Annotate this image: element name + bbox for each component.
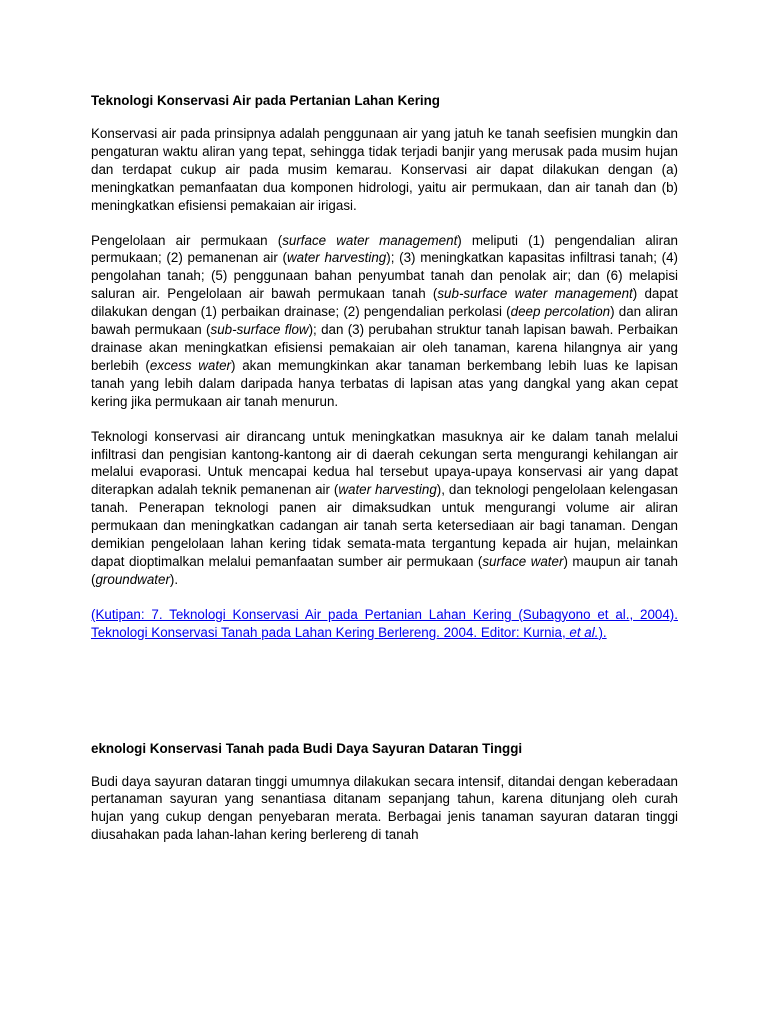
- blank-spacer: [91, 642, 678, 740]
- paragraph-highland-vegetables-intro: Budi daya sayuran dataran tinggi umumnya dilakukan secara intensif, ditandai dengan keberadaan pertanaman sayuran yang senantiasa ditanam sepanjang tahun, karena ditunjang oleh curah hujan yang cukup dengan penyebaran merata. Berbagai jenis tanaman sayuran dataran tinggi diusahakan pada lahan-lahan kering berlereng di tanah: [91, 773, 678, 843]
- citation-link[interactable]: (Kutipan: 7. Teknologi Konservasi Air pada Pertanian Lahan Kering (Subagyono et al., 2004). Teknologi Konservasi Tanah pada Lahan Kering Berlereng. 2004. Editor: Kurnia, et al.).: [91, 606, 678, 640]
- paragraph-water-conservation-intro: Konservasi air pada prinsipnya adalah penggunaan air yang jatuh ke tanah seefisien mungkin dan pengaturan waktu aliran yang tepat, sehingga tidak terjadi banjir yang merusak pada musim hujan dan terdapat cukup air pada musim kemarau. Konservasi air dapat dilakukan dengan (a) meningkatkan pemanfaatan dua komponen hidrologi, yaitu air permukaan, dan air tanah dan (b) meningkatkan efisiensi pemakaian air irigasi.: [91, 126, 678, 213]
- document-page: [91, 92, 678, 861]
- citation-link-paragraph[interactable]: [91, 606, 678, 642]
- section-heading-water-conservation: Teknologi Konservasi Air pada Pertanian Lahan Kering: [91, 93, 440, 108]
- paragraph-surface-water-management: Pengelolaan air permukaan (surface water management) meliputi (1) pengendalian aliran permukaan; (2) pemanenan air (water harvesting); (3) meningkatkan kapasitas infiltrasi tanah; (4) pengolahan tanah; (5) penggunaan bahan penyumbat tanah dan penolak air; dan (6) melapisi saluran air. Pengelolaan air bawah permukaan tanah (sub-surface water management) dapat dilakukan dengan (1) perbaikan drainase; (2) pengendalian perkolasi (deep percolation) dan aliran bawah permukaan (sub-surface flow); dan (3) perubahan struktur tanah lapisan bawah. Perbaikan drainase akan meningkatkan efisiensi pemakaian air oleh tanaman, karena hilangnya air yang berlebih (excess water) akan memungkinkan akar tanaman berkembang lebih luas ke lapisan tanah yang lebih dalam daripada hanya terbatas di lapisan atas yang dangkal yang akan cepat kering jika permukaan air tanah menurun.: [91, 232, 678, 409]
- paragraph-water-conservation-technology: Teknologi konservasi air dirancang untuk meningkatkan masuknya air ke dalam tanah melalui infiltrasi dan pengisian kantong-kantong air di daerah cekungan serta mengurangi kehilangan air melalui evaporasi. Untuk mencapai kedua hal tersebut upaya-upaya konservasi air yang dapat diterapkan adalah teknik pemanenan air (water harvesting), dan teknologi pengelolaan kelengasan tanah. Penerapan teknologi panen air dimaksudkan untuk mengurangi volume air aliran permukaan dan meningkatkan cadangan air tanah serta ketersediaan air bagi tanaman. Dengan demikian pengelolaan lahan kering tidak semata-mata tergantung kepada air hujan, melainkan dapat dioptimalkan melalui pemanfaatan sumber air permukaan (surface water) maupun air tanah (groundwater).: [91, 428, 679, 587]
- section-heading-highland-vegetables: eknologi Konservasi Tanah pada Budi Daya Sayuran Dataran Tinggi: [91, 740, 523, 756]
